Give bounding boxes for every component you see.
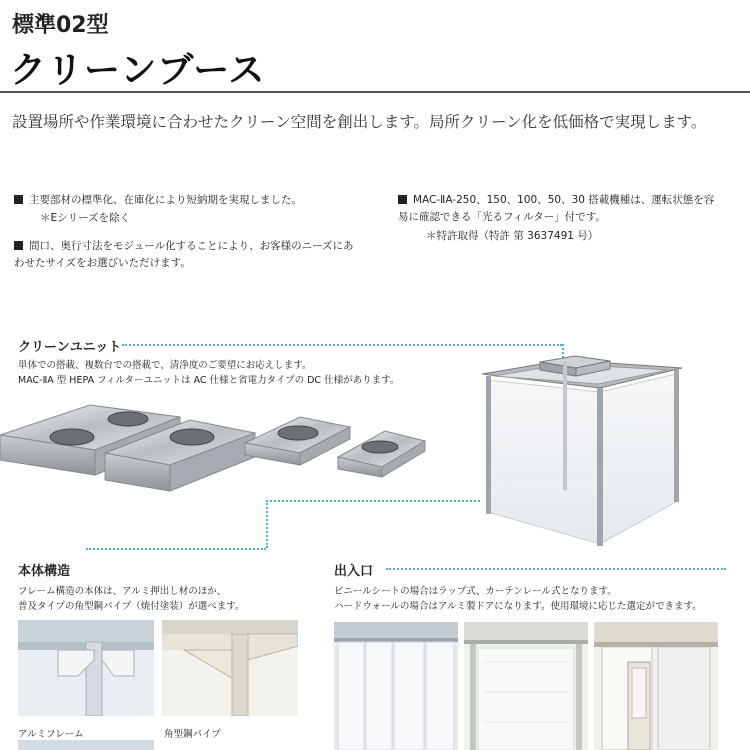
- dotted-connector: [86, 548, 266, 550]
- section-label-body-structure: 本体構造: [18, 564, 71, 579]
- feature-item: [14, 192, 374, 209]
- page-subtitle: 標準02型: [12, 13, 109, 38]
- feature-note: ＊特許取得（特許 第 3637491 号）: [426, 230, 599, 242]
- feature-item: [398, 192, 718, 226]
- clean-unit-desc-line: MAC-ⅡA 型 HEPA フィルターユニットは AC 仕様と省電力タイプの DC 仕様があります。: [18, 375, 400, 386]
- photo-caption: 角型鋼パイプ: [164, 729, 221, 740]
- clean-unit-desc-line: 単体での搭載、複数台での搭載で、清浄度のご要望にお応えします。: [18, 360, 312, 371]
- hard-wall-door-photo: [594, 622, 718, 750]
- section-label-clean-unit: クリーンユニット: [18, 340, 122, 355]
- feature-text: MAC-ⅡA-250、150、100、50、30 搭載機種は、運転状態を容易に確認できる「光るフィルター」付です。: [398, 194, 715, 223]
- bullet-square-icon: [398, 195, 407, 204]
- aluminium-frame-photo: [18, 620, 154, 716]
- photo-caption: アルミフレーム: [18, 729, 84, 740]
- feature-text: 主要部材の標準化、在庫化により短納期を実現しました。: [29, 194, 302, 206]
- intro-text: 設置場所や作業環境に合わせたクリーン空間を創出します。局所クリーン化を低価格で実現します。: [12, 113, 707, 131]
- clean-booth-illustration: [470, 352, 690, 552]
- fan-filter-units-illustration: [0, 395, 430, 500]
- square-steel-pipe-photo: [162, 620, 298, 716]
- feature-item: [14, 238, 354, 272]
- bullet-square-icon: [14, 241, 23, 250]
- dotted-connector: [386, 568, 726, 570]
- dotted-connector: [266, 500, 268, 548]
- entrance-desc-line: ハードウォールの場合はアルミ製ドアになります。使用環境に応じた選定ができます。: [334, 601, 702, 612]
- body-structure-desc-line: 普及タイプの角型鋼パイプ（焼付塗装）が選べます。: [18, 601, 245, 612]
- dotted-connector: [266, 500, 480, 502]
- bullet-square-icon: [14, 195, 23, 204]
- body-structure-desc-line: フレーム構造の本体は、アルミ押出し材のほか、: [18, 586, 227, 597]
- vinyl-wrap-entrance-photo: [464, 622, 588, 750]
- feature-note: ＊Eシリーズを除く: [40, 212, 131, 224]
- section-label-entrance: 出入口: [334, 564, 374, 579]
- dotted-connector: [122, 344, 562, 346]
- title-divider: [0, 91, 750, 93]
- photo-strip: [18, 740, 154, 750]
- page-title: クリーンブース: [10, 50, 266, 91]
- curtain-entrance-photo: [334, 622, 458, 750]
- entrance-desc-line: ビニールシートの場合はラップ式、カーテンレール式となります。: [334, 586, 617, 597]
- feature-text: 間口、奥行寸法をモジュール化することにより、お客様のニーズにあわせたサイズをお選びいただけます。: [14, 240, 354, 269]
